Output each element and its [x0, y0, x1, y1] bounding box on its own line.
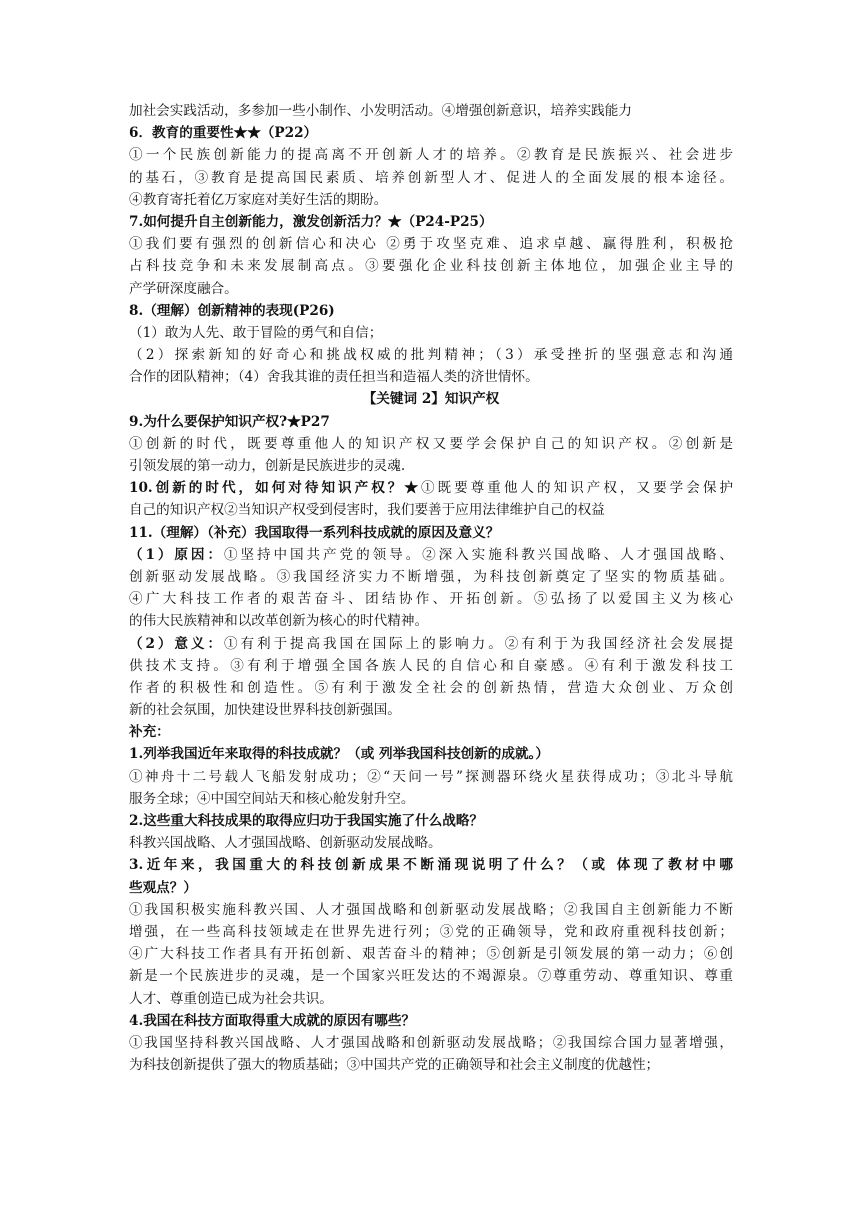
- paragraph: [129, 433, 733, 477]
- text-line: 占科技竞争和未来发展制高点。③要强化企业科技创新主体地位，加强企业主导的: [129, 258, 733, 275]
- text-line: 7.如何提升自主创新能力，激发创新活力？★（P24-P25）: [129, 213, 493, 230]
- text-line: 的伟大民族精神和以改革创新为核心的时代精神。: [129, 613, 429, 630]
- section-heading: [129, 211, 733, 233]
- text-line: 2.这些重大科技成果的取得应归功于我国实施了什么战略？: [129, 813, 484, 829]
- text-line: 人才、尊重创造已成为社会共识。: [129, 990, 333, 1007]
- document-page: [129, 100, 733, 1076]
- text-line: 创新驱动发展战略。③我国经济实力不断增强，为科技创新奠定了坚实的物质基础。: [129, 568, 733, 585]
- paragraph: [129, 633, 733, 722]
- text-line: （1）敢为人先、敢于冒险的勇气和自信；: [129, 324, 383, 341]
- text-line: ①创新的时代，既要尊重他人的知识产权又要学会保护自己的知识产权。②创新是: [129, 435, 733, 452]
- text-line: ①我国坚持科教兴国战略、人才强国战略和创新驱动发展战略；②我国综合国力显著增强，: [129, 1034, 733, 1051]
- text-line: 3.近年来，我国重大的科技创新成果不断涌现说明了什么？（或 体现了教材中哪: [129, 857, 733, 874]
- text-line: [129, 633, 733, 655]
- paragraph: [129, 832, 733, 854]
- text-line: ①神舟十二号载人飞船发射成功；②“天问一号”探测器环绕火星获得成功；③北斗导航: [129, 768, 733, 785]
- text-line: 服务全球；④中国空间站天和核心舱发射升空。: [129, 790, 415, 807]
- text-line: 4.我国在科技方面取得重大成就的原因有哪些？: [129, 1012, 416, 1029]
- text-line: 新的社会氛围，加快建设世界科技创新强国。: [129, 702, 401, 719]
- section-heading: [129, 810, 733, 832]
- section-heading: [129, 1010, 733, 1032]
- paragraph: [129, 766, 733, 810]
- text-line: 增强，在一些高科技领域走在世界先进行列；③党的正确领导，党和政府重视科技创新；: [129, 923, 733, 940]
- paragraph: [129, 100, 733, 122]
- text-line: 1.列举我国近年来取得的科技成就？（或 列举我国科技创新的成就。）: [129, 746, 549, 763]
- line-rest: ①坚持中国共产党的领导。②深入实施科教兴国战略、人才强国战略、: [223, 546, 733, 563]
- text-line: 8.（理解）创新精神的表现(P26): [129, 302, 335, 319]
- text-line: 11.（理解）（补充）我国取得一系列科技成就的原因及意义？: [129, 524, 500, 541]
- paragraph: [129, 1032, 733, 1076]
- text-line: 【关键词 2】知识产权: [362, 391, 500, 408]
- text-line: 科教兴国战略、人才强国战略、创新驱动发展战略。: [129, 835, 442, 852]
- text-line: （2）探索新知的好奇心和挑战权威的批判精神；（3）承受挫折的坚强意志和沟通: [129, 347, 733, 364]
- text-line: [129, 477, 733, 499]
- text-line: 加社会实践活动，多参加一些小制作、小发明活动。④增强创新意识，培养实践能力: [129, 103, 632, 119]
- paragraph: [129, 144, 733, 211]
- text-line: 自己的知识产权②当知识产权受到侵害时，我们要善于应用法律维护自己的权益: [129, 502, 605, 519]
- line-rest: ①既要尊重他人的知识产权，又要学会保护: [420, 480, 733, 497]
- text-line: ①一个民族创新能力的提高离不开创新人才的培养。②教育是民族振兴、社会进步: [129, 147, 733, 164]
- paragraph: [129, 477, 733, 521]
- section-heading: [129, 411, 733, 433]
- bold-lead: （2）意义：: [129, 635, 224, 652]
- section-heading: [129, 300, 733, 322]
- text-line: 的基石，③教育是提高国民素质、培养创新型人才、促进人的全面发展的根本途径。: [129, 169, 733, 186]
- section-heading: [129, 522, 733, 544]
- paragraph: [129, 544, 733, 633]
- text-line: 些观点？）: [129, 879, 197, 896]
- text-line: ①我们要有强烈的创新信心和决心 ②勇于攻坚克难、追求卓越、赢得胜利，积极抢: [129, 236, 733, 253]
- text-line: 引领发展的第一动力，创新是民族进步的灵魂.: [129, 458, 406, 474]
- text-line: 为科技创新提供了强大的物质基础；③中国共产党的正确领导和社会主义制度的优越性；: [129, 1057, 660, 1074]
- paragraph: [129, 344, 733, 388]
- paragraph: [129, 322, 733, 344]
- section-heading: [129, 854, 733, 898]
- paragraph: [129, 233, 733, 300]
- text-line: 6．教育的重要性★★（P22）: [129, 125, 318, 142]
- paragraph: [129, 899, 733, 1010]
- text-line: [129, 544, 733, 566]
- bold-lead: 10.创新的时代，如何对待知识产权？★: [129, 480, 421, 497]
- text-line: 合作的团队精神；（4）舍我其谁的责任担当和造福人类的济世情怀。: [129, 369, 539, 386]
- text-line: ④广大科技工作者具有开拓创新、艰苦奋斗的精神；⑤创新是引领发展的第一动力；⑥创: [129, 946, 733, 963]
- text-line: ④教育寄托着亿万家庭对美好生活的期盼。: [129, 191, 388, 208]
- section-heading: [129, 721, 733, 743]
- text-line: ①我国积极实施科教兴国、人才强国战略和创新驱动发展战略；②我国自主创新能力不断: [129, 901, 733, 918]
- text-line: 新是一个民族进步的灵魂，是一个国家兴旺发达的不竭源泉。⑦尊重劳动、尊重知识、尊重: [129, 968, 733, 985]
- bold-lead: （1）原因：: [129, 546, 224, 563]
- text-line: 产学研深度融合。: [129, 280, 238, 297]
- section-heading: [129, 743, 733, 765]
- text-line: 9.为什么要保护知识产权?★P27: [129, 413, 330, 430]
- text-line: 作者的积极性和创造性。⑤有利于激发全社会的创新热情，营造大众创业、万众创: [129, 679, 733, 696]
- keyword-title: [129, 388, 733, 410]
- text-line: 供技术支持。③有利于增强全国各族人民的自信心和自豪感。④有利于激发科技工: [129, 657, 733, 674]
- text-line: 补充：: [129, 724, 170, 741]
- section-heading: [129, 122, 733, 144]
- line-rest: ①有利于提高我国在国际上的影响力。②有利于为我国经济社会发展提: [223, 635, 733, 652]
- text-line: ④广大科技工作者的艰苦奋斗、团结协作、开拓创新。⑤弘扬了以爱国主义为核心: [129, 591, 733, 608]
